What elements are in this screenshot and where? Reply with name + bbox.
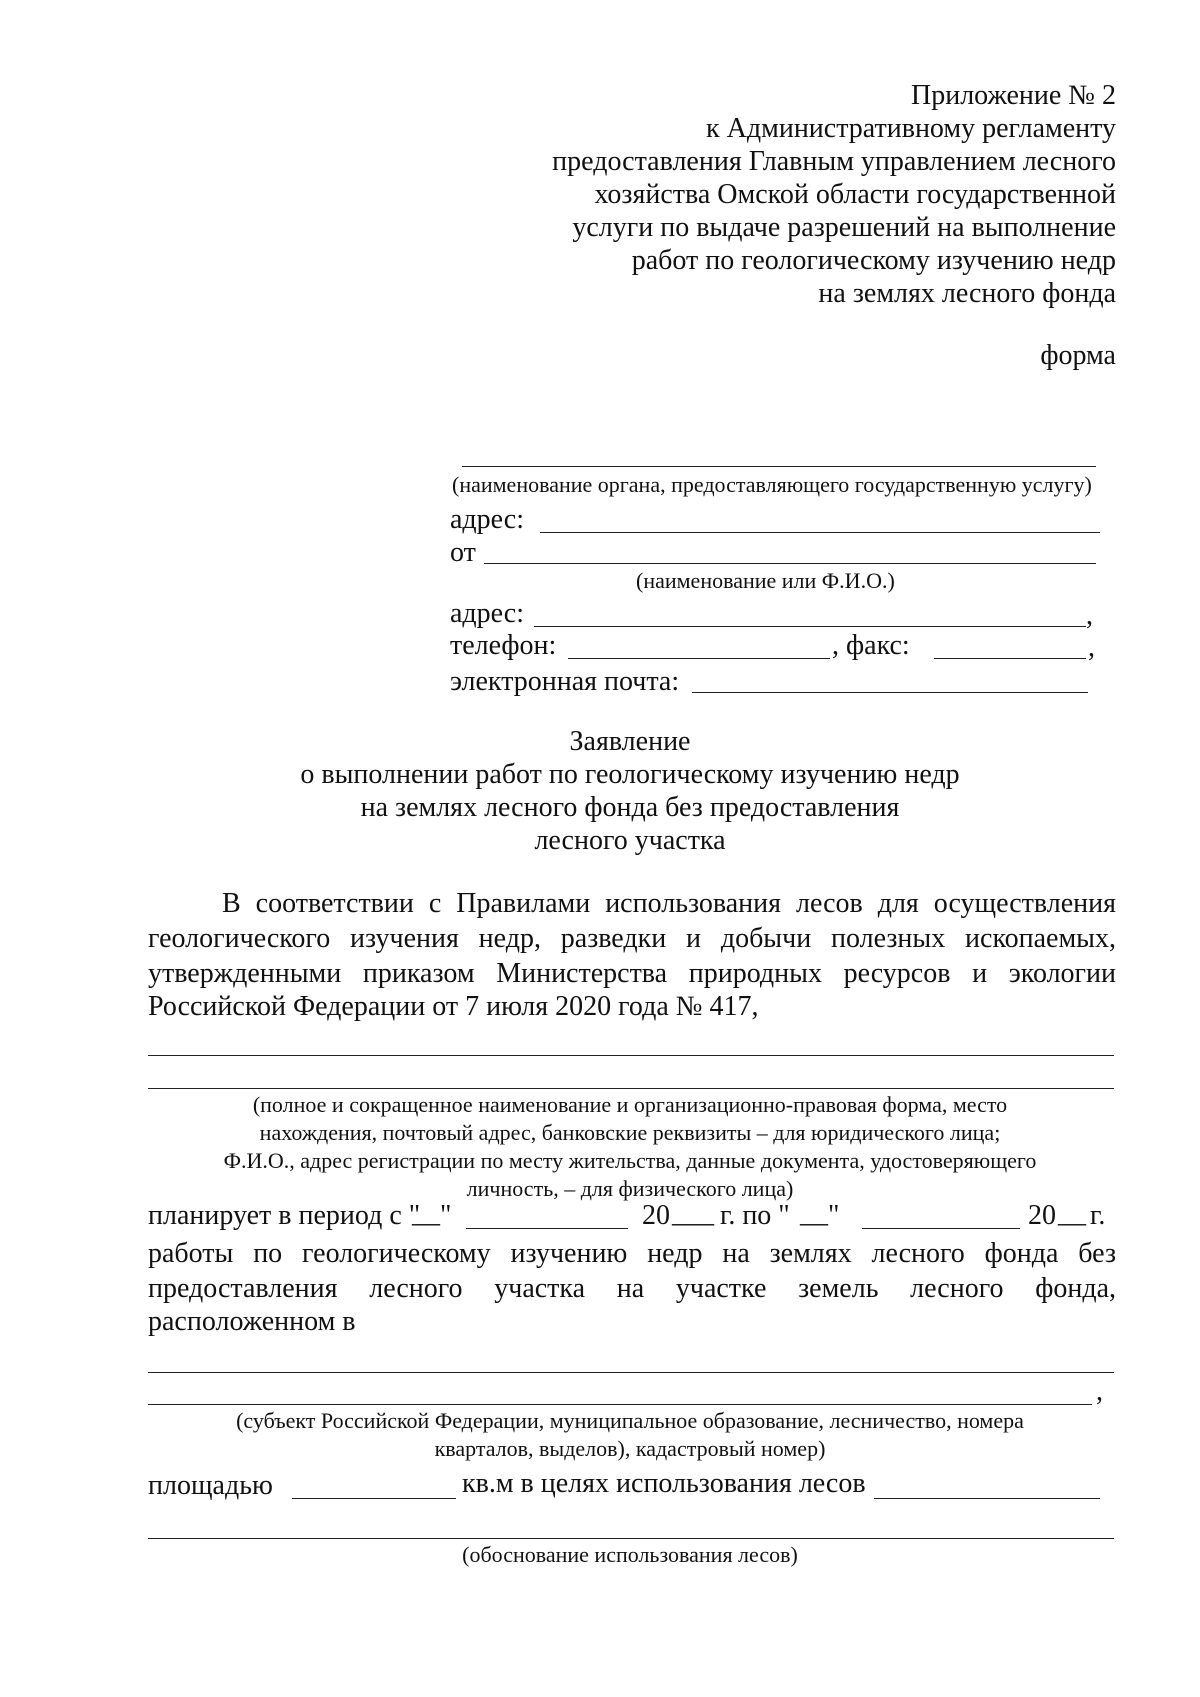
- address-label: адрес:: [450, 504, 525, 535]
- email-label: электронная почта:: [450, 666, 680, 697]
- applicant-caption-line-1: (полное и сокращенное наименование и организационно-правовая форма, место: [252, 1092, 1008, 1117]
- period-start-year-blank[interactable]: ___: [672, 1198, 714, 1229]
- location-line-1[interactable]: [148, 1372, 1114, 1373]
- period-end-year-suffix: г.: [1090, 1200, 1106, 1231]
- purpose-caption: (обоснование использования лесов): [462, 1542, 798, 1567]
- location-caption-line-1: (субъект Российской Федерации, муниципальное образование, лесничество, номера: [236, 1408, 1024, 1433]
- paragraph-2-line-1: работы по геологическому изучению недр на землях лесного фонда без: [148, 1238, 1116, 1269]
- title-line-2: о выполнении работ по геологическому изучению недр: [300, 759, 960, 790]
- area-line[interactable]: [292, 1498, 456, 1499]
- location-line-2[interactable]: [148, 1404, 1092, 1405]
- area-label: площадью: [148, 1470, 273, 1501]
- location-caption-line-2: кварталов, выделов), кадастровый номер): [434, 1436, 826, 1461]
- address2-line[interactable]: [534, 626, 1086, 627]
- form-label: форма: [1040, 340, 1116, 371]
- title-line-1: Заявление: [569, 726, 691, 757]
- title-line-3: на землях лесного фонда без предоставления: [360, 792, 900, 823]
- authority-caption: (наименование органа, предоставляющего государственную услугу): [452, 472, 1092, 497]
- fax-line[interactable]: [934, 658, 1086, 659]
- applicant-caption-line-4: личность, – для физического лица): [466, 1176, 794, 1201]
- appendix-line-3: предоставления Главным управлением лесного: [552, 146, 1116, 177]
- appendix-line-4: хозяйства Омской области государственной: [594, 179, 1116, 210]
- paragraph-1-line-2: геологического изучения недр, разведки и добычи полезных ископаемых,: [148, 923, 1116, 954]
- period-end-year-prefix: 20: [1028, 1200, 1056, 1231]
- paragraph-2-line-3: расположенном в: [148, 1306, 356, 1337]
- appendix-line-6: работ по геологическому изучению недр: [631, 245, 1116, 276]
- period-end-quote: ": [828, 1200, 840, 1231]
- paragraph-1-line-4: Российской Федерации от 7 июля 2020 года № 417,: [148, 991, 759, 1022]
- phone-label: телефон:: [450, 630, 557, 661]
- purpose-justification-line[interactable]: [148, 1538, 1114, 1539]
- forest-use-purpose-line[interactable]: [874, 1498, 1100, 1499]
- address2-label: адрес:: [450, 598, 525, 629]
- from-line[interactable]: [484, 563, 1096, 564]
- period-start-month-line[interactable]: [466, 1228, 628, 1229]
- appendix-line-2: к Административному регламенту: [706, 113, 1116, 144]
- appendix-line-1: Приложение № 2: [911, 80, 1116, 111]
- from-label: от: [450, 537, 476, 568]
- applicant-line-1[interactable]: [148, 1055, 1114, 1056]
- period-end-day[interactable]: __: [800, 1198, 828, 1229]
- appendix-line-5: услуги по выдаче разрешений на выполнение: [572, 212, 1116, 243]
- location-comma: ,: [1096, 1376, 1103, 1407]
- period-end-year-blank[interactable]: __: [1058, 1198, 1086, 1229]
- period-plans-label: планирует в период с ": [148, 1200, 421, 1231]
- area-unit-label: кв.м в целях использования лесов: [462, 1468, 866, 1499]
- fax-label: , факс:: [832, 630, 910, 661]
- paragraph-1-line-3: утвержденными приказом Министерства природных ресурсов и экологии: [148, 958, 1116, 989]
- email-line[interactable]: [692, 692, 1088, 693]
- applicant-caption-line-2: нахождения, почтовый адрес, банковские реквизиты – для юридического лица;: [259, 1120, 1001, 1145]
- period-end-month-line[interactable]: [862, 1228, 1020, 1229]
- phone-line[interactable]: [568, 658, 830, 659]
- fax-comma: ,: [1088, 632, 1095, 663]
- period-to-label: г. по ": [720, 1200, 790, 1231]
- paragraph-2-line-2: предоставления лесного участка на участке земель лесного фонда,: [148, 1273, 1116, 1304]
- title-line-4: лесного участка: [534, 825, 726, 856]
- applicant-line-2[interactable]: [148, 1088, 1114, 1089]
- appendix-line-7: на землях лесного фонда: [818, 278, 1116, 309]
- authority-name-line[interactable]: [462, 466, 1096, 467]
- period-start-year-prefix: 20: [642, 1200, 670, 1231]
- address-line[interactable]: [540, 532, 1100, 533]
- name-caption: (наименование или Ф.И.О.): [636, 568, 895, 593]
- paragraph-1-line-1: В соответствии с Правилами использования лесов для осуществления: [222, 888, 1116, 919]
- applicant-caption-line-3: Ф.И.О., адрес регистрации по месту жительства, данные документа, удостоверяющего: [223, 1148, 1037, 1173]
- address2-comma: ,: [1086, 600, 1093, 631]
- period-start-day[interactable]: __: [412, 1198, 440, 1229]
- period-start-quote: ": [440, 1200, 452, 1231]
